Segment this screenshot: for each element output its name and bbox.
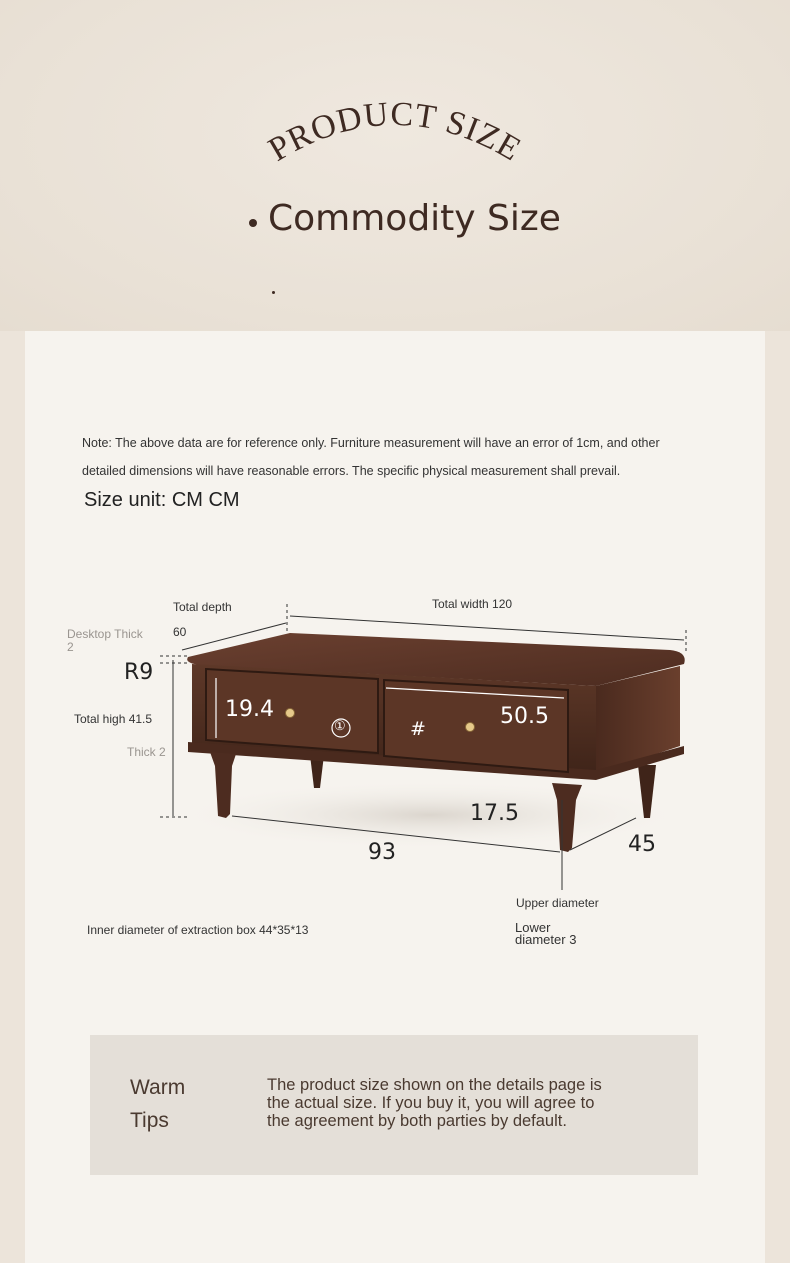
tips-text-line-3: the agreement by both parties by default.	[267, 1112, 567, 1130]
small-dot-icon	[272, 291, 275, 294]
total-high-label: Total high 41.5	[74, 712, 153, 726]
arc-title-text: PRODUCT SIZE	[262, 95, 528, 169]
desktop-thick-value: 2	[67, 640, 74, 654]
knob-right-icon	[466, 723, 475, 732]
total-depth-value: 60	[173, 625, 187, 639]
desktop-thick-label: Desktop Thick	[67, 627, 143, 641]
size-unit: Size unit: CM CM	[84, 489, 240, 511]
knob-left-icon	[286, 709, 295, 718]
tips-text-line-2: the actual size. If you buy it, you will agree to	[267, 1094, 595, 1112]
leg-span-value: 93	[368, 840, 396, 865]
svg-text:PRODUCT SIZE	[262, 96, 527, 169]
tips-text-line-1: The product size shown on the details page is	[267, 1076, 602, 1094]
radius-label: R9	[124, 660, 154, 685]
note-line-1: Note: The above data are for reference only. Furniture measurement will have an error of 1cm, and other	[82, 436, 660, 450]
inner-box-label: Inner diameter of extraction box 44*35*13	[87, 923, 309, 937]
lower-diameter-label-2: diameter 3	[515, 932, 577, 947]
floor-shadow	[170, 780, 690, 850]
thick-label: Thick 2	[127, 745, 166, 759]
tips-title-line-1: Warm	[130, 1076, 186, 1099]
leg-depth-value: 45	[628, 832, 656, 857]
drawer-width-value: 50.5	[500, 704, 549, 729]
lower-diameter-label-1: Lower	[515, 920, 551, 935]
drawer-marker: ①	[334, 718, 346, 733]
total-width-label: Total width 120	[432, 597, 513, 611]
product-size-arc-title	[245, 88, 545, 198]
leg-height-value: 17.5	[470, 801, 519, 826]
note-line-2: detailed dimensions will have reasonable errors. The specific physical measurement shall prevail.	[82, 464, 621, 478]
drawer-height-value: 19.4	[225, 697, 274, 722]
tips-title-line-2: Tips	[130, 1109, 169, 1132]
upper-diameter-label: Upper diameter	[516, 896, 599, 910]
heading-bullet-icon	[249, 219, 257, 227]
page-heading: Commodity Size	[268, 198, 561, 239]
drawer-hash: #	[410, 718, 426, 740]
total-depth-label: Total depth	[173, 600, 232, 614]
